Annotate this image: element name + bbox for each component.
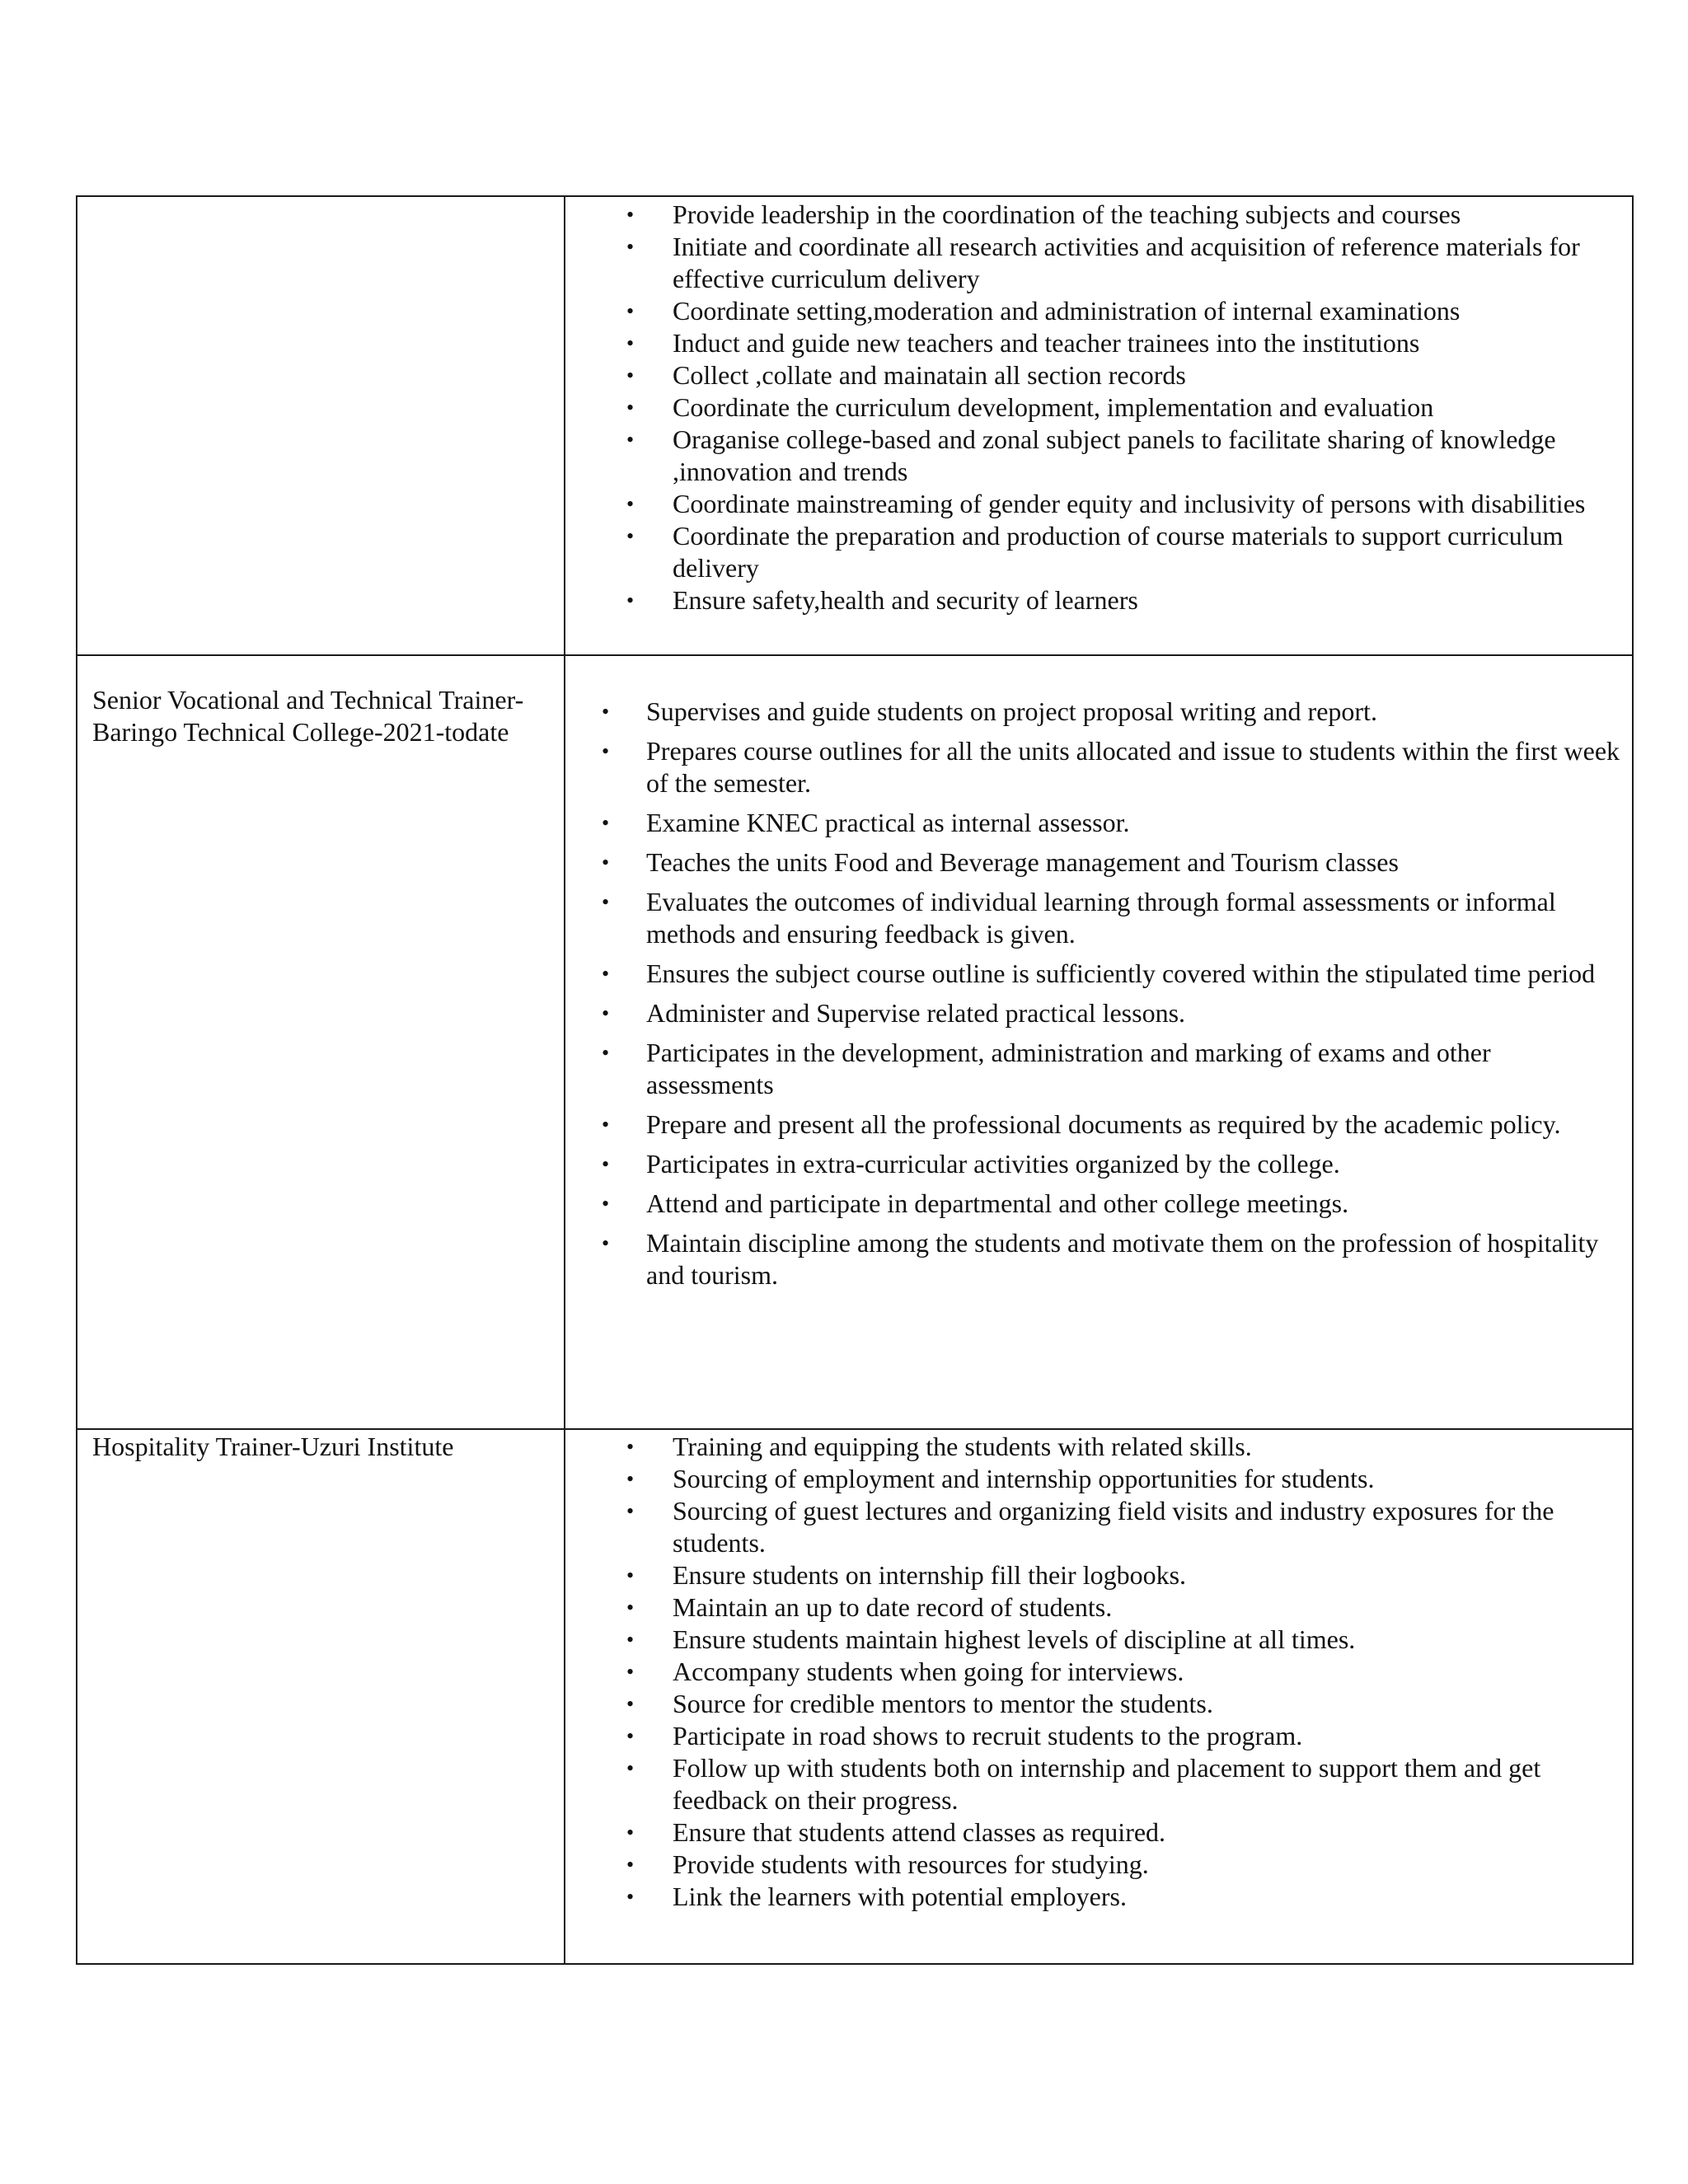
duty-text: Link the learners with potential employers. [673,1882,1127,1911]
bullet-icon: • [626,1660,635,1684]
duty-text: Coordinate setting,moderation and administration of internal examinations [673,296,1461,326]
duty-text: Supervises and guide students on project proposal writing and report. [646,696,1377,726]
list-item [565,1881,1632,1913]
bullet-icon: • [626,1499,635,1523]
table-row [77,655,1633,1429]
bullet-icon: • [626,524,635,548]
duties-cell [565,196,1633,655]
bullet-icon: • [602,700,610,724]
role-title: Senior Vocational and Technical Trainer-Baringo Technical College-2021-todate [92,685,524,747]
bullet-icon: • [626,588,635,612]
duty-text: Ensures the subject course outline is sufficiently covered within the stipulated time period [646,958,1596,988]
bullet-icon: • [626,428,635,452]
experience-table [76,195,1634,1965]
duty-text: Prepares course outlines for all the units allocated and issue to students within the first week of the semester. [646,736,1620,798]
bullet-icon: • [626,396,635,419]
duty-text: Teaches the units Food and Beverage management and Tourism classes [646,847,1399,877]
duty-text: Prepare and present all the professional documents as required by the academic policy. [646,1109,1561,1139]
list-item [565,735,1632,799]
duty-text: Follow up with students both on internship and placement to support them and get feedback on their progress. [673,1753,1541,1815]
duty-text: Maintain an up to date record of students. [673,1592,1113,1622]
list-item [565,1108,1632,1141]
list-item [565,1624,1632,1656]
list-item [565,1688,1632,1720]
duties-cell [565,655,1633,1429]
bullet-icon: • [626,1821,635,1844]
role-cell [77,655,565,1429]
duty-text: Collect ,collate and mainatain all section records [673,360,1186,390]
bullet-icon: • [626,1724,635,1748]
bullet-icon: • [626,1563,635,1587]
list-item [565,488,1632,520]
list-item [565,1591,1632,1624]
list-item [565,584,1632,616]
duty-text: Attend and participate in departmental and other college meetings. [646,1188,1349,1218]
list-item [565,327,1632,359]
list-item [565,391,1632,424]
bullet-icon: • [602,1192,610,1216]
list-item [565,1431,1632,1463]
list-item [565,199,1632,231]
duty-text: Administer and Supervise related practical lessons. [646,998,1186,1028]
duty-text: Sourcing of employment and internship opportunities for students. [673,1464,1375,1493]
duty-text: Participate in road shows to recruit students to the program. [673,1721,1303,1750]
bullet-icon: • [602,1113,610,1137]
bullet-icon: • [602,890,610,914]
duty-text: Participates in extra-curricular activities organized by the college. [646,1149,1340,1179]
list-item [565,696,1632,728]
list-item [565,1148,1632,1180]
duty-text: Evaluates the outcomes of individual learning through formal assessments or informal methods and ensuring feedback is given. [646,887,1556,949]
role-cell [77,196,565,655]
bullet-icon: • [626,1853,635,1877]
list-item [565,1849,1632,1881]
duty-text: Provide students with resources for studying. [673,1849,1149,1879]
bullet-icon: • [626,331,635,355]
bullet-icon: • [626,363,635,387]
list-item [565,1037,1632,1101]
duty-text: Coordinate the curriculum development, implementation and evaluation [673,392,1434,422]
bullet-icon: • [626,1756,635,1780]
list-item [565,886,1632,950]
duty-text: Accompany students when going for interviews. [673,1657,1184,1686]
bullet-icon: • [602,1231,610,1255]
duty-text: Maintain discipline among the students and motivate them on the profession of hospitality and tourism. [646,1228,1599,1290]
bullet-icon: • [626,1596,635,1619]
bullet-icon: • [602,851,610,874]
duty-text: Participates in the development, administration and marking of exams and other assessments [646,1038,1491,1099]
duty-text: Ensure that students attend classes as required. [673,1817,1166,1847]
list-item [565,1495,1632,1559]
bullet-icon: • [602,739,610,763]
bullet-icon: • [626,235,635,259]
bullet-icon: • [626,203,635,227]
list-item [565,231,1632,295]
duty-text: Induct and guide new teachers and teacher trainees into the institutions [673,328,1420,358]
list-item [565,1656,1632,1688]
role-cell [77,1429,565,1964]
list-item [565,1463,1632,1495]
list-item [565,1752,1632,1816]
duty-text: Ensure safety,health and security of learners [673,585,1138,615]
table-row [77,1429,1633,1964]
bullet-icon: • [602,1152,610,1176]
duties-list [565,199,1632,616]
duty-text: Coordinate mainstreaming of gender equity and inclusivity of persons with disabilities [673,489,1586,518]
bullet-icon: • [626,1692,635,1716]
bullet-icon: • [602,1041,610,1065]
table-row [77,196,1633,655]
list-item [565,846,1632,879]
list-item [565,1720,1632,1752]
duties-list [565,696,1632,1291]
list-item [565,520,1632,584]
list-item [565,424,1632,488]
bullet-icon: • [626,299,635,323]
list-item [565,359,1632,391]
list-item [565,1227,1632,1291]
list-item [565,1816,1632,1849]
bullet-icon: • [626,492,635,516]
duties-list [565,1431,1632,1913]
list-item [565,295,1632,327]
duties-cell [565,1429,1633,1964]
bullet-icon: • [626,1628,635,1652]
list-item [565,997,1632,1029]
list-item [565,1188,1632,1220]
list-item [565,958,1632,990]
bullet-icon: • [602,811,610,835]
bullet-icon: • [602,962,610,986]
duty-text: Training and equipping the students with related skills. [673,1432,1252,1461]
list-item [565,807,1632,839]
role-title: Hospitality Trainer-Uzuri Institute [92,1432,454,1461]
duty-text: Sourcing of guest lectures and organizing field visits and industry exposures for the students. [673,1496,1554,1558]
bullet-icon: • [626,1435,635,1459]
duty-text: Provide leadership in the coordination of the teaching subjects and courses [673,199,1461,229]
duty-text: Ensure students maintain highest levels of discipline at all times. [673,1624,1356,1654]
bullet-icon: • [626,1885,635,1909]
bullet-icon: • [626,1467,635,1491]
duty-text: Coordinate the preparation and production of course materials to support curriculum delivery [673,521,1564,583]
duty-text: Ensure students on internship fill their logbooks. [673,1560,1187,1590]
duty-text: Oraganise college-based and zonal subject panels to facilitate sharing of knowledge ,innovation and trends [673,424,1556,486]
bullet-icon: • [602,1001,610,1025]
list-item [565,1559,1632,1591]
duty-text: Source for credible mentors to mentor the students. [673,1689,1213,1718]
duty-text: Initiate and coordinate all research activities and acquisition of reference materials for effective curriculum delivery [673,232,1580,293]
duty-text: Examine KNEC practical as internal assessor. [646,808,1130,837]
